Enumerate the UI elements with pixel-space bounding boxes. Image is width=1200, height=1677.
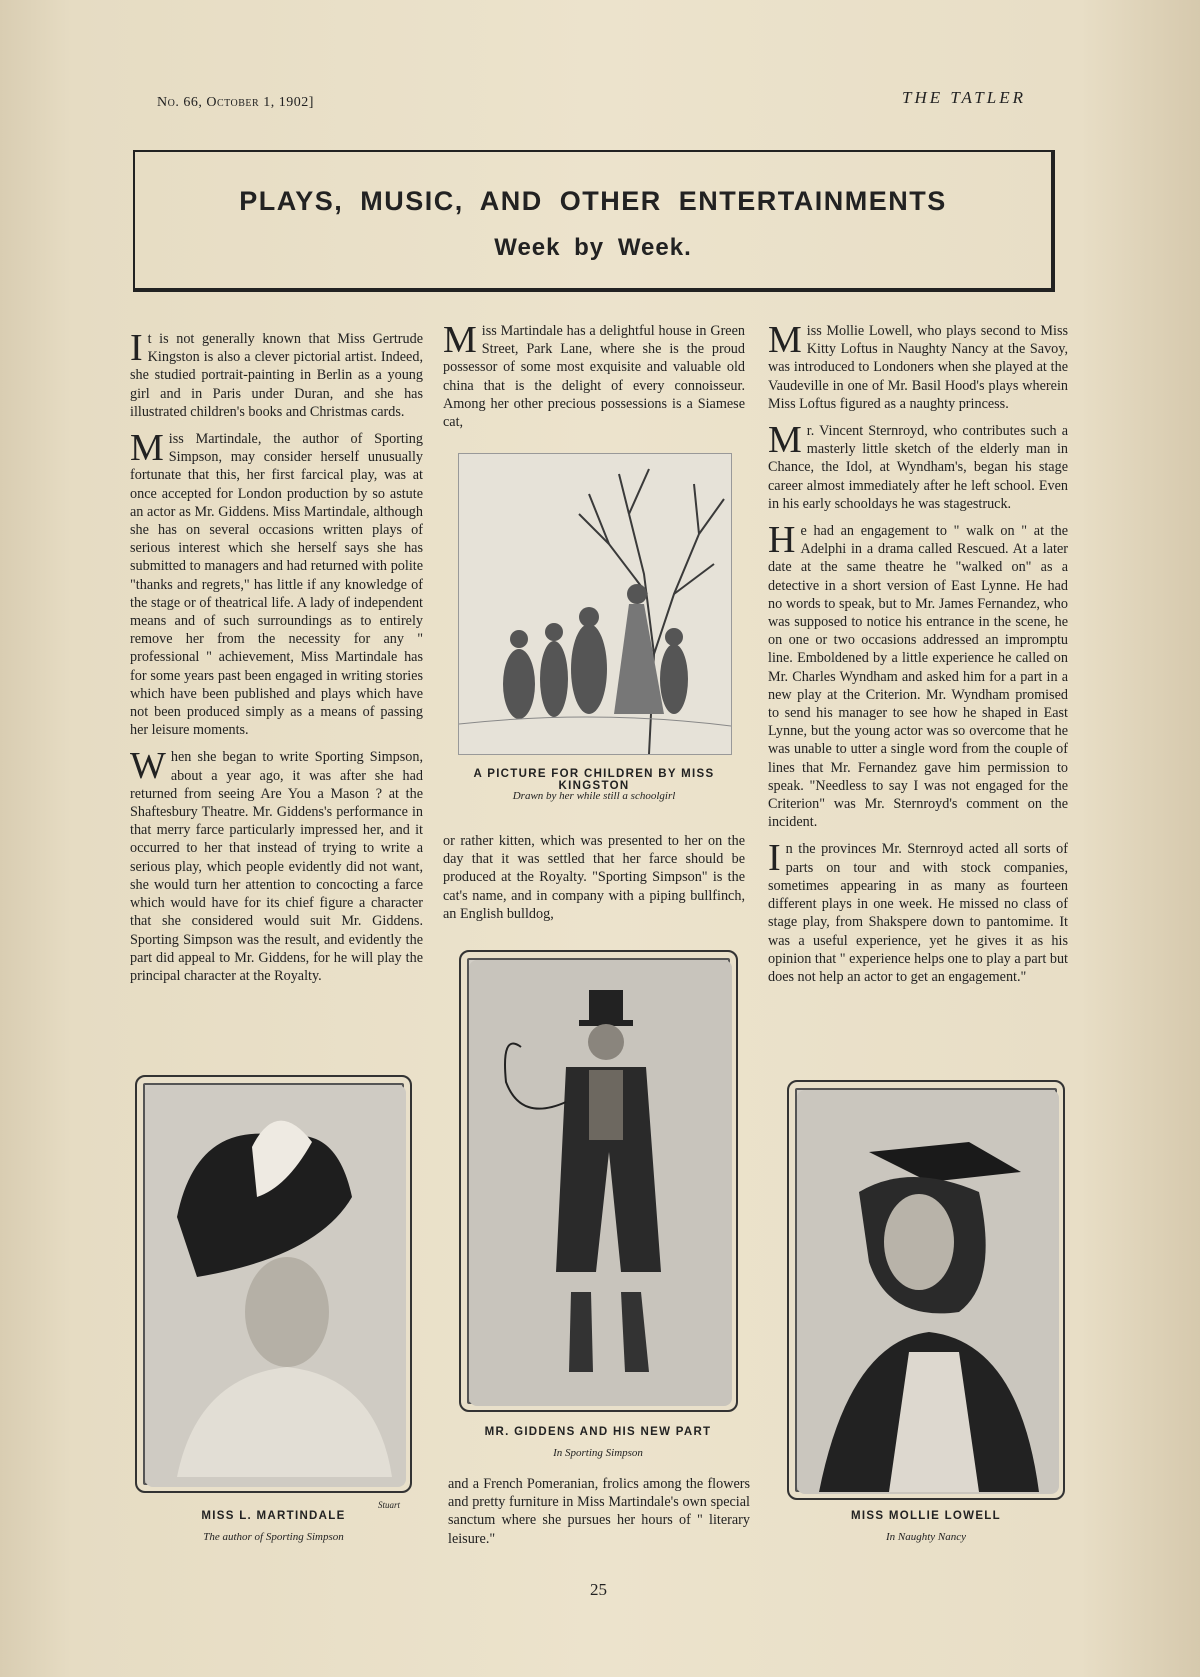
col3-paragraph-2 [768, 419, 1068, 513]
paragraph-text: hen she began to write Sporting Simpson, about a year ago, it was after she had returned from seeing Are You a Mason ? at the Shaftesbury Theatre. Mr. Giddens's performance in that merry farce particularly impressed her, and it occurred to her that instead of trying to write a serious play, which people evidently did not want, she would turn her attention to concocting a farce which would have for its chief figure a character that she considered would suit Mr. Giddens. Sporting Simpson was the result, and evidently the part did appeal to Mr. Giddens, for he will play the principal character at the Royalty. [130, 749, 423, 984]
paragraph-text: iss Martindale, the author of Sporting Simpson, may consider herself unusually fortunate that this, her first farcical play, was at once accepted for London production by so astute an actor as Mr. Giddens. Miss Martindale, although she has on several occasions written plays of serious interest which she herself says she has submitted to managers and had returned with polite "thanks and regrets," has little if any knowledge of the stage or of theatrical life. A lady of independent means and of such surroundings as to entirely remove her from the necessity for any " professional " achievement, Miss Martindale has for some years past been engaged in writing stories which have been published and plays which have not been produced simply as a means of passing her leisure moments. [130, 431, 423, 739]
page-title: PLAYS, MUSIC, AND OTHER ENTERTAINMENTS [239, 186, 947, 216]
martindale-subcaption: The author of Sporting Simpson [203, 1531, 344, 1543]
drop-cap: W [130, 745, 166, 788]
lowell-caption: MISS MOLLIE LOWELL [851, 1510, 1001, 1522]
photo-credit: Stuart [378, 1500, 401, 1510]
drop-cap: M [443, 319, 477, 361]
col2-paragraph-2: or rather kitten, which was presented to her on the day that it was settled that her farce should be produced at the Royalty. "Sporting Simpson" is the cat's name, and in company with a piping bullfinch, an English bulldog, [443, 833, 745, 922]
column-2-middle [443, 832, 745, 932]
drop-cap: H [768, 519, 796, 562]
giddens-figure [461, 952, 740, 1414]
col2-paragraph-3: and a French Pomeranian, frolics among the flowers and pretty furniture in Miss Martindale's own special sanctum where she pursues her hours of " literary leisure." [448, 1476, 750, 1547]
martindale-portrait [137, 1077, 414, 1495]
issue-info: No. 66, October 1, 1902] [157, 95, 314, 110]
column-3 [768, 319, 1068, 995]
column-2-bottom [448, 1475, 750, 1557]
page-number: 25 [590, 1580, 607, 1599]
paragraph-text: e had an engagement to " walk on " at the Adelphi in a drama called Rescued. At a later date at the same theatre he "walked on" as a detective in a short version of East Lynne. He had no words to speak, but to Mr. James Fernandez, who was supposed to notice his entrance in the scene, he on one or two occasions addressed an impromptu line. Emboldened by a little experience he called on Mr. Charles Wyndham and asked him for a part in a new play at the Criterion. Mr. Wyndham promised to send his manager to see how he shaped in East Lynne, but the young actor was so overcome that he was unable to utter a single word from the couple of lines that Mr. Fernandez gave him permission to speak. "Needless to say I was not engaged for the Criterion" was Mr. Sternroyd's comment on the incident. [768, 523, 1068, 831]
paragraph-text: t is not generally known that Miss Gertrude Kingston is also a clever pictorial artist. Indeed, she studied portrait-painting in Berlin as a young girl and in Paris under Duran, and she has illustrated children's books and Christmas cards. [130, 331, 423, 420]
children-illustration [458, 453, 732, 755]
col1-paragraph-2 [130, 427, 423, 739]
giddens-caption: MR. GIDDENS AND HIS NEW PART [484, 1426, 712, 1438]
col3-paragraph-4 [768, 837, 1068, 986]
illustration-subcaption: Drawn by her while still a schoolgirl [512, 790, 676, 802]
martindale-photo [135, 1075, 412, 1493]
giddens-photo [459, 950, 738, 1412]
drop-cap: M [130, 427, 164, 470]
martindale-caption: MISS L. MARTINDALE [201, 1510, 346, 1522]
col2-paragraph-1 [443, 319, 745, 431]
title-box [133, 150, 1055, 292]
column-1 [130, 327, 423, 994]
col1-paragraph-3 [130, 745, 423, 985]
paragraph-text: iss Mollie Lowell, who plays second to Miss Kitty Loftus in Naughty Nancy at the Savoy, was introduced to Londoners when she played at the Vaudeville in one of Mr. Basil Hood's plays wherein Miss Loftus figured as a naughty princess. [768, 323, 1068, 412]
giddens-subcaption: In Sporting Simpson [553, 1447, 643, 1459]
drop-cap: I [768, 837, 781, 880]
drop-cap: I [130, 327, 143, 369]
lowell-photo [787, 1080, 1065, 1500]
paragraph-text: iss Martindale has a delightful house in Green Street, Park Lane, where she is the proud possessor of some most exquisite and valuable old china that is the delight of every connoisseur. Among her other precious possessions is a Siamese cat, [443, 323, 745, 431]
illustration-drawing [459, 454, 731, 754]
drop-cap: M [768, 319, 802, 361]
column-2-top [443, 319, 745, 440]
col1-paragraph-1 [130, 327, 423, 421]
col3-paragraph-1 [768, 319, 1068, 413]
publication-name: THE TATLER [902, 88, 1026, 107]
lowell-subcaption: In Naughty Nancy [885, 1531, 967, 1543]
illustration-caption: A PICTURE FOR CHILDREN BY MISS KINGSTON [473, 768, 715, 792]
page-subtitle: Week by Week. [494, 234, 692, 261]
col3-paragraph-3 [768, 519, 1068, 831]
lowell-portrait [789, 1082, 1067, 1502]
paragraph-text: r. Vincent Sternroyd, who contributes such a masterly little sketch of the elderly man in Chance, the Idol, at Wyndham's, began his stage career almost immediately after he left school. Even in his early schooldays he was stagestruck. [768, 423, 1068, 512]
paragraph-text: n the provinces Mr. Sternroyd acted all sorts of parts on tour and with stock companies, sometimes appearing in as many as fourteen different plays in one week. He missed no class of stage play, from Shakspere down to pantomime. It was a useful experience, yet he gives it as his opinion that " experience helps one to play a part but does not help an actor to get an engagement." [768, 841, 1068, 985]
drop-cap: M [768, 419, 802, 462]
